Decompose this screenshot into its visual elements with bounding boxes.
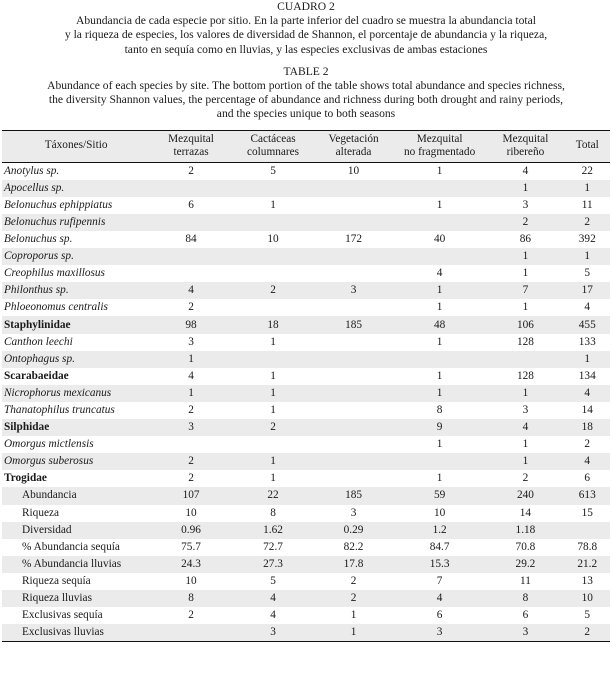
taxon-cell: Scarabaeidae — [4, 369, 69, 382]
value-cell: 40 — [433, 233, 446, 246]
column-header-mezquital-terrazas: Mezquital terrazas — [150, 130, 232, 162]
value-cell: 86 — [519, 233, 532, 246]
caption-es-text: Abundancia de cada especie por sitio. En la parte inferior del cuadro se muestra la abundancia total y la riqueza de especies, los valores de diversidad de Shannon, el porcentaje de abundancia y la riqueza, tanto en sequía como en lluvias, y las especies exclusivas de ambas estaciones — [64, 14, 548, 56]
value-cell: 1 — [436, 164, 443, 177]
value-cell: 1 — [486, 453, 564, 470]
value-cell: 1 — [270, 403, 276, 416]
value-cell: 98 — [150, 316, 232, 333]
value-cell: 2 — [188, 403, 194, 416]
taxon-cell: Omorgus suberosus — [2, 453, 150, 470]
value-cell: 84 — [185, 233, 197, 246]
value-cell — [232, 436, 314, 453]
value-cell: 1.62 — [232, 522, 314, 539]
value-cell: 1 — [436, 472, 443, 485]
value-cell: 2 — [232, 419, 314, 436]
taxon-cell: Omorgus mictlensis — [4, 438, 94, 451]
taxon-cell: Riqueza — [22, 506, 60, 519]
value-cell: 1 — [150, 351, 232, 368]
value-cell: 128 — [516, 335, 534, 348]
summary-row — [2, 590, 610, 607]
table-row — [2, 299, 610, 316]
value-cell: 0.29 — [314, 522, 393, 539]
value-cell: 10 — [185, 506, 197, 519]
value-cell: 4 — [393, 590, 487, 607]
taxon-cell: Nicrophorus mexicanus — [2, 385, 150, 402]
table-row — [2, 248, 610, 265]
value-cell: 1 — [564, 248, 610, 265]
value-cell: 3 — [188, 335, 194, 348]
table-row — [2, 265, 610, 282]
summary-row — [2, 505, 610, 522]
summary-row — [2, 624, 610, 642]
summary-row — [2, 539, 610, 556]
value-cell: 1 — [270, 472, 276, 485]
value-cell: 10 — [433, 506, 446, 519]
value-cell: 10 — [564, 590, 610, 607]
table-row — [2, 436, 610, 453]
value-cell: 172 — [345, 233, 363, 246]
family-total-row — [2, 419, 610, 436]
value-cell: 107 — [150, 487, 232, 504]
taxon-cell: Staphylinidae — [2, 316, 150, 333]
value-cell: 4 — [436, 267, 443, 280]
value-cell: 1 — [436, 335, 443, 348]
value-cell: 2 — [232, 282, 314, 299]
value-cell: 8 — [486, 590, 564, 607]
table-row — [2, 385, 610, 402]
value-cell: 2 — [188, 472, 194, 485]
value-cell: 9 — [393, 419, 487, 436]
value-cell: 7 — [436, 574, 443, 587]
value-cell: 1 — [270, 198, 276, 211]
caption-en-title: TABLE 2 — [283, 64, 329, 78]
taxon-cell: Belonuchus rufipennis — [2, 214, 150, 231]
value-cell — [314, 180, 393, 197]
column-header-vegetacion-alterada: Vegetación alterada — [314, 130, 393, 162]
value-cell — [232, 265, 314, 282]
value-cell: 1 — [232, 385, 314, 402]
value-cell: 27.3 — [232, 556, 314, 573]
value-cell — [314, 265, 393, 282]
taxon-cell: % Abundancia sequía — [22, 540, 120, 553]
value-cell: 455 — [564, 316, 610, 333]
value-cell — [150, 436, 232, 453]
taxon-cell: Riqueza lluvias — [2, 590, 150, 607]
table-header-row — [2, 130, 610, 162]
value-cell: 75.7 — [181, 540, 201, 553]
value-cell: 1.18 — [486, 522, 564, 539]
value-cell: 1 — [350, 609, 357, 622]
value-cell: 5 — [270, 574, 276, 587]
table-row — [2, 180, 610, 197]
value-cell — [314, 470, 393, 487]
value-cell: 3 — [486, 624, 564, 642]
value-cell: 2 — [188, 164, 194, 177]
value-cell: 6 — [436, 609, 443, 622]
value-cell: 13 — [581, 574, 593, 587]
value-cell: 2 — [486, 214, 564, 231]
value-cell: 1.2 — [393, 522, 487, 539]
family-total-row — [2, 368, 610, 385]
caption-es-title: CUADRO 2 — [277, 0, 335, 13]
value-cell: 4 — [564, 453, 610, 470]
value-cell — [314, 436, 393, 453]
value-cell: 8 — [150, 590, 232, 607]
value-cell: 1 — [270, 369, 276, 382]
taxon-cell: Thanatophilus truncatus — [4, 403, 115, 416]
value-cell: 4 — [188, 369, 194, 382]
value-cell: 84.7 — [429, 540, 450, 553]
value-cell: 6 — [188, 198, 194, 211]
value-cell — [314, 299, 393, 316]
abundance-table — [2, 130, 610, 643]
value-cell: 5 — [270, 164, 276, 177]
value-cell: 11 — [581, 198, 593, 211]
table-row — [2, 351, 610, 368]
value-cell: 6 — [522, 609, 529, 622]
value-cell — [314, 368, 393, 385]
value-cell — [564, 522, 610, 539]
taxon-cell: Exclusivas sequía — [22, 609, 103, 622]
value-cell: 11 — [519, 574, 531, 587]
family-total-row — [2, 470, 610, 487]
value-cell: 3 — [522, 403, 529, 416]
value-cell: 2 — [350, 574, 357, 587]
value-cell — [232, 351, 314, 368]
value-cell: 1 — [486, 248, 564, 265]
value-cell — [232, 299, 314, 316]
value-cell: 70.8 — [515, 540, 536, 553]
value-cell: 72.7 — [263, 540, 283, 553]
value-cell: 10 — [267, 233, 279, 246]
value-cell: 1 — [393, 385, 487, 402]
value-cell: 2 — [188, 301, 194, 314]
value-cell: 0.96 — [150, 522, 232, 539]
value-cell: 1 — [436, 301, 443, 314]
value-cell: 15.3 — [393, 556, 487, 573]
family-total-row — [2, 316, 610, 333]
value-cell — [393, 214, 487, 231]
taxon-cell: Canthon leechi — [4, 335, 73, 348]
value-cell: 14 — [519, 506, 532, 519]
value-cell: 1 — [436, 198, 443, 211]
value-cell: 8 — [270, 506, 276, 519]
table-row — [2, 214, 610, 231]
value-cell: 240 — [486, 487, 564, 504]
value-cell: 392 — [578, 233, 596, 246]
value-cell: 4 — [522, 164, 529, 177]
value-cell: 4 — [270, 609, 276, 622]
value-cell: 1 — [564, 351, 610, 368]
value-cell — [314, 385, 393, 402]
value-cell: 1 — [314, 624, 393, 642]
value-cell: 18 — [564, 419, 610, 436]
value-cell: 134 — [578, 369, 596, 382]
value-cell — [393, 351, 487, 368]
table-row — [2, 197, 610, 214]
value-cell — [314, 334, 393, 351]
taxon-cell: Belonuchus ephippiatus — [4, 198, 113, 211]
value-cell: 17 — [564, 282, 610, 299]
value-cell: 10 — [347, 164, 360, 177]
summary-row — [2, 522, 610, 539]
value-cell: 128 — [516, 369, 534, 382]
taxon-cell: Creophilus maxillosus — [4, 267, 105, 280]
table-row — [2, 162, 610, 180]
value-cell: 4 — [564, 385, 610, 402]
column-header-cactaceas-columnares: Cactáceas columnares — [232, 130, 314, 162]
value-cell — [232, 180, 314, 197]
value-cell: 1 — [393, 282, 487, 299]
value-cell: 1 — [486, 180, 564, 197]
taxon-cell: Abundancia — [2, 487, 150, 504]
value-cell — [150, 624, 232, 642]
taxon-cell: Riqueza sequía — [22, 574, 91, 587]
value-cell: 78.8 — [577, 540, 598, 553]
value-cell: 17.8 — [314, 556, 393, 573]
taxon-cell: Exclusivas lluvias — [2, 624, 150, 642]
summary-row — [2, 556, 610, 573]
value-cell: 613 — [564, 487, 610, 504]
value-cell — [314, 419, 393, 436]
value-cell: 59 — [393, 487, 487, 504]
value-cell: 3 — [150, 419, 232, 436]
column-header-total: Total — [564, 130, 610, 162]
value-cell — [393, 248, 487, 265]
value-cell: 1 — [564, 180, 610, 197]
value-cell — [150, 180, 232, 197]
table-row — [2, 231, 610, 248]
taxon-cell: Ontophagus sp. — [2, 351, 150, 368]
table-row — [2, 453, 610, 470]
value-cell — [393, 180, 487, 197]
value-cell: 3 — [232, 624, 314, 642]
value-cell: 1 — [522, 267, 529, 280]
value-cell: 185 — [314, 487, 393, 504]
value-cell: 1 — [270, 335, 276, 348]
value-cell: 7 — [486, 282, 564, 299]
value-cell — [486, 351, 564, 368]
table-row — [2, 334, 610, 351]
summary-row — [2, 573, 610, 590]
value-cell: 1 — [522, 301, 529, 314]
taxon-cell: Coproporus sp. — [2, 248, 150, 265]
value-cell: 2 — [522, 472, 529, 485]
value-cell: 1 — [232, 453, 314, 470]
taxon-cell: % Abundancia lluvias — [2, 556, 150, 573]
value-cell — [232, 214, 314, 231]
value-cell: 4 — [486, 419, 564, 436]
taxon-cell: Silphidae — [2, 419, 150, 436]
value-cell: 2 — [314, 590, 393, 607]
value-cell: 106 — [486, 316, 564, 333]
value-cell: 2 — [564, 214, 610, 231]
value-cell: 82.2 — [343, 540, 364, 553]
value-cell: 10 — [185, 574, 197, 587]
column-header-mezquital-ribereno: Mezquital ribereño — [486, 130, 564, 162]
value-cell: 1 — [436, 438, 443, 451]
value-cell: 48 — [393, 316, 487, 333]
caption-en-text: Abundance of each species by site. The bottom portion of the table shows total abundance and species richness, the diversity Shannon values, the percentage of abundance and richness during both drought and rainy periods, and the species unique to both seasons — [47, 79, 565, 121]
value-cell — [150, 265, 232, 282]
summary-row — [2, 487, 610, 504]
value-cell: 3 — [314, 282, 393, 299]
value-cell: 14 — [581, 403, 593, 416]
value-cell: 22 — [232, 487, 314, 504]
value-cell: 1 — [522, 438, 529, 451]
table-row — [2, 402, 610, 419]
value-cell: 22 — [581, 164, 593, 177]
taxon-cell: Apocellus sp. — [2, 180, 150, 197]
value-cell: 4 — [584, 301, 591, 314]
value-cell: 5 — [584, 267, 591, 280]
summary-row — [2, 607, 610, 624]
table-body — [2, 162, 610, 642]
value-cell: 2 — [584, 438, 591, 451]
value-cell: 1 — [150, 385, 232, 402]
value-cell: 2 — [150, 453, 232, 470]
taxon-cell: Philonthus sp. — [2, 282, 150, 299]
taxon-cell: Diversidad — [2, 522, 150, 539]
taxon-cell: Anotylus sp. — [4, 164, 60, 177]
value-cell — [314, 402, 393, 419]
column-header-taxa: Táxones/Sitio — [2, 130, 150, 162]
taxon-cell: Phloeonomus centralis — [4, 301, 108, 314]
value-cell — [314, 214, 393, 231]
value-cell: 8 — [436, 403, 443, 416]
value-cell: 6 — [584, 472, 591, 485]
value-cell: 4 — [150, 282, 232, 299]
value-cell: 5 — [584, 609, 591, 622]
taxon-cell: Belonuchus sp. — [4, 233, 73, 246]
value-cell — [393, 453, 487, 470]
value-cell: 21.2 — [564, 556, 610, 573]
value-cell: 24.3 — [150, 556, 232, 573]
value-cell — [150, 248, 232, 265]
value-cell: 3 — [350, 506, 357, 519]
column-header-mezquital-no-fragmentado: Mezquital no fragmentado — [393, 130, 487, 162]
value-cell — [232, 248, 314, 265]
value-cell — [314, 351, 393, 368]
value-cell — [150, 214, 232, 231]
value-cell: 15 — [581, 506, 593, 519]
value-cell: 3 — [393, 624, 487, 642]
value-cell: 2 — [564, 624, 610, 642]
value-cell: 185 — [314, 316, 393, 333]
taxon-cell: Trogidae — [4, 472, 47, 485]
table-row — [2, 282, 610, 299]
value-cell: 2 — [188, 609, 194, 622]
value-cell: 133 — [578, 335, 596, 348]
value-cell: 1 — [486, 385, 564, 402]
value-cell — [314, 453, 393, 470]
value-cell: 18 — [232, 316, 314, 333]
value-cell — [314, 197, 393, 214]
value-cell — [314, 248, 393, 265]
value-cell: 29.2 — [486, 556, 564, 573]
value-cell: 4 — [232, 590, 314, 607]
value-cell: 1 — [436, 369, 443, 382]
value-cell: 3 — [522, 198, 529, 211]
